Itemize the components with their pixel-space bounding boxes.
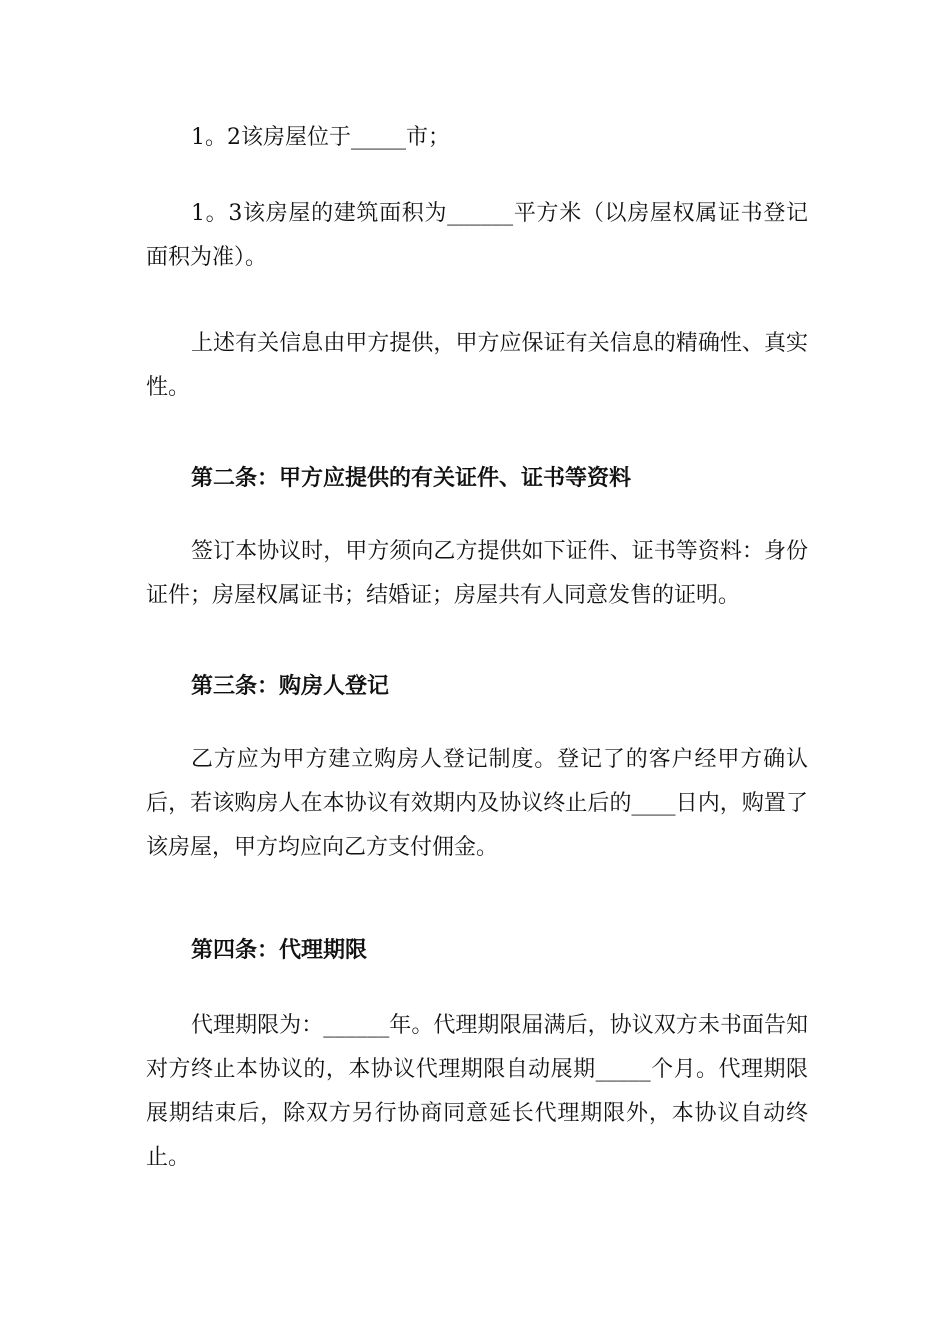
article-3-heading: 第三条：购房人登记 bbox=[191, 673, 390, 699]
article-4-heading: 第四条：代理期限 bbox=[191, 937, 368, 963]
clause-1-2: 1。2该房屋位于_____市； bbox=[191, 125, 450, 150]
article-3-body: 乙方应为甲方建立购房人登记制度。登记了的客户经甲方确认后，若该购房人在本协议有效期内及协议终止后的____日内，购置了该房屋，甲方均应向乙方支付佣金。 bbox=[146, 747, 808, 860]
article-2-heading: 第二条：甲方应提供的有关证件、证书等资料 bbox=[191, 465, 632, 491]
article-2-body: 签订本协议时，甲方须向乙方提供如下证件、证书等资料：身份证件；房屋权属证书；结婚证；房屋共有人同意发售的证明。 bbox=[146, 539, 808, 608]
clause-1-3: 1。3该房屋的建筑面积为______平方米（以房屋权属证书登记面积为准）。 bbox=[146, 201, 808, 270]
info-statement: 上述有关信息由甲方提供，甲方应保证有关信息的精确性、真实性。 bbox=[146, 331, 808, 400]
article-4-body: 代理期限为：______年。代理期限届满后，协议双方未书面告知对方终止本协议的，本协议代理期限自动展期_____个月。代理期限展期结束后，除双方另行协商同意延长代理期限外，本协议自动终止。 bbox=[146, 1013, 808, 1170]
